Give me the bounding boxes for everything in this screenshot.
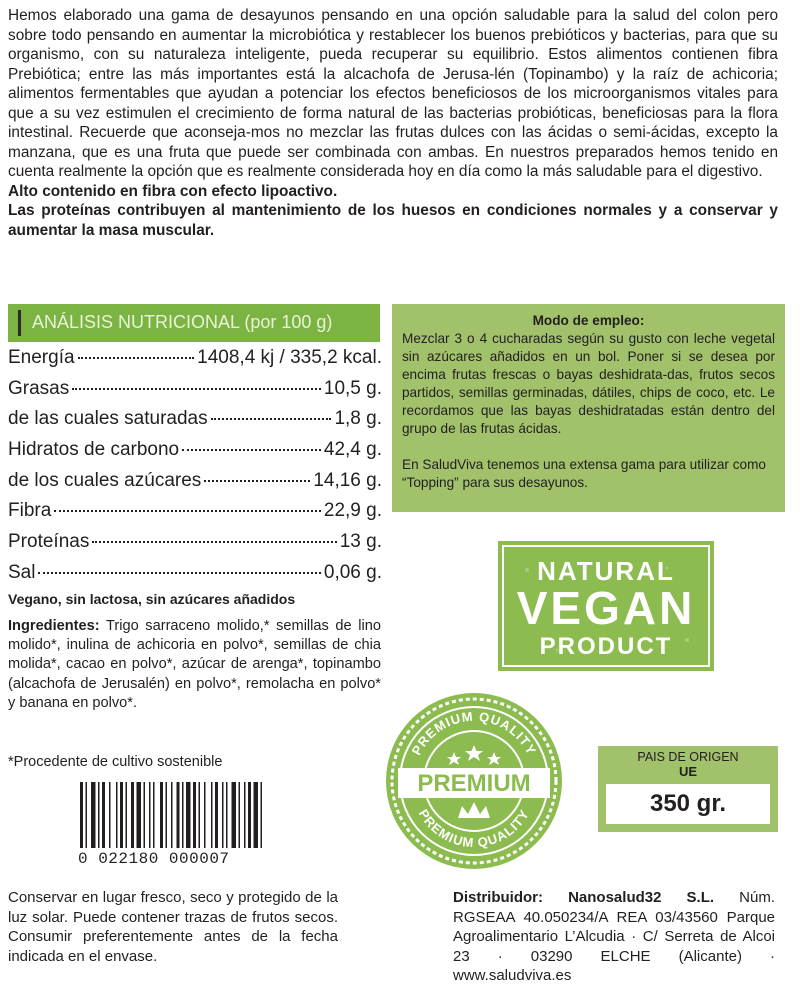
nutrition-row: [8, 347, 382, 378]
nutrition-row-value: 1,8 g.: [334, 408, 382, 430]
badge-vegan-line3: PRODUCT: [539, 633, 673, 660]
intro-highlight-fiber: Alto contenido en fibra con efecto lipoactivo.: [8, 182, 338, 200]
nutrition-row-label: Energía: [8, 347, 75, 368]
nutrition-row-label: Proteínas: [8, 531, 90, 553]
nutrition-row-value: 14,16 g.: [313, 469, 382, 491]
nutrition-row-leader: [78, 357, 195, 359]
ingredients: [8, 617, 381, 713]
distributor-name: Distribuidor: Nanosalud32 S.L.: [453, 889, 715, 906]
nutrition-row: [8, 531, 382, 562]
nutrition-row-leader: [211, 418, 332, 420]
storage-instructions: Conservar en lugar fresco, seco y protegido de la luz solar. Puede contener trazas de frutos secos. Consumir preferentemente antes de la fecha indicada en el envase.: [8, 889, 338, 965]
badge-vegan-line2: VEGAN: [516, 582, 696, 634]
nutrition-row-label: Fibra: [8, 500, 52, 522]
net-weight: 350 gr.: [606, 784, 770, 824]
origin-box: [598, 746, 778, 832]
natural-vegan-badge: [497, 540, 715, 672]
nutrition-row-value: 1408,4 kj / 335,2 kcal.: [197, 347, 382, 368]
badge-premium-ring-top: PREMIUM QUALITY: [408, 708, 540, 758]
nutrition-row-leader: [182, 449, 321, 451]
nutrition-row: [8, 439, 382, 470]
nutrition-row-label: Grasas: [8, 377, 70, 399]
nutrition-row: [8, 500, 382, 531]
nutrition-row-value: 10,5 g.: [323, 377, 382, 399]
nutrition-row-value: 13 g.: [339, 531, 382, 553]
nutrition-row: [8, 562, 382, 593]
origin-label: PAIS DE ORIGEN: [637, 750, 739, 764]
usage-box: [392, 304, 785, 512]
nutrition-row: [8, 470, 382, 501]
sustainable-note: *Procedente de cultivo sostenible: [8, 754, 223, 770]
premium-quality-badge: [384, 690, 564, 872]
nutrition-header-bar: [18, 310, 21, 336]
nutrition-row-leader: [204, 480, 310, 482]
nutrition-row-value: 0,06 g.: [323, 561, 382, 583]
nutrition-row-label: de las cuales saturadas: [8, 408, 208, 430]
intro-highlight-protein: Las proteínas contribuyen al mantenimiento de los huesos en condiciones normales y a conservar y aumentar la masa muscular.: [8, 202, 778, 239]
barcode-digits: 0 022180 000007: [78, 850, 230, 868]
nutrition-table: [8, 347, 382, 593]
nutrition-row-label: Sal: [8, 561, 36, 583]
nutrition-row-leader: [72, 388, 321, 390]
badge-vegan-line1: NATURAL: [537, 556, 675, 586]
intro-text: [8, 6, 778, 240]
nutrition-title: ANÁLISIS NUTRICIONAL (por 100 g): [32, 312, 333, 332]
nutrition-row-value: 22,9 g.: [323, 500, 382, 522]
ingredients-label: Ingredientes:: [8, 618, 100, 634]
nutrition-row-label: de los cuales azúcares: [8, 469, 202, 491]
nutrition-row-leader: [92, 541, 336, 543]
badge-premium-ring-bottom: PREMIUM QUALITY: [415, 806, 533, 851]
badge-premium-center: PREMIUM: [417, 770, 531, 797]
distributor-info: [453, 888, 775, 986]
nutrition-row-leader: [54, 510, 321, 512]
usage-topping-note: En SaludViva tenemos una extensa gama para utilizar como “Topping” para sus desayunos.: [402, 457, 766, 490]
barcode: [80, 782, 276, 848]
nutrition-row-value: 42,4 g.: [323, 439, 382, 461]
nutrition-row-label: Hidratos de carbono: [8, 439, 180, 461]
ingredients-text: Trigo sarraceno molido,* semillas de lino molido*, inulina de achicoria en polvo*, semillas de chia molida*, cacao en polvo*, azúcar de arenga*, topinambo (alcachofa de Jerusalén) en polvo*, remolacha en polvo* y banana en polvo*.: [8, 618, 381, 711]
usage-text: Mezclar 3 o 4 cucharadas según su gusto con leche vegetal sin azúcares añadidos en un bol. Poner si se desea por encima frutas frescas o bayas deshidrata-das, frutos secos partidos, semillas germinadas, dátiles, chips de coco, etc. Le recordamos que las bayas deshidratadas están dentro del grupo de las frutas ácidas.: [402, 331, 775, 436]
nutrition-row: [8, 378, 382, 409]
nutrition-row-leader: [38, 572, 320, 574]
distributor-details: Núm. RGSEAA 40.050234/A REA 03/43560 Parque Agroalimentario L’Alcudia · C/ Serreta de Alcoi 23 · 03290 ELCHE (Alicante) · www.saludviva.es: [453, 889, 775, 984]
nutrition-row: [8, 408, 382, 439]
intro-paragraph: Hemos elaborado una gama de desayunos pensando en una opción saludable para la salud del colon pero sobre todo pensando en aumentar la microbiótica y restablecer los buenos prebióticos y bacterias, para que su organismo, con su naturaleza inteligente, pueda recuperar su equilibrio. Estos alimentos contienen fibra Prebiótica; entre las más importantes está la alcachofa de Jerusa-lén (Topinambo) y la raíz de achicoria; alimentos fermentables que ayudan a potenciar los efectos beneficiosos de los microorganismos vitales para que a su vez estimulen el crecimiento de forma natural de las bacterias probióticas, beneficiosas para la flora intestinal. Recuerde que aconseja-mos no mezclar las frutas dulces con las ácidas o semi-ácidas, excepto la manzana, que es una fruta que puede ser combinada con ambas. En nuestros preparados hemos tenido en cuenta realmente la opción que es realmente considerada hoy en día como la más saludable para el digestivo.: [8, 7, 778, 180]
nutrition-header: [8, 304, 380, 342]
usage-title: Modo de empleo:: [532, 313, 645, 328]
vegan-note: Vegano, sin lactosa, sin azúcares añadidos: [8, 591, 296, 607]
origin-value: UE: [678, 764, 698, 779]
